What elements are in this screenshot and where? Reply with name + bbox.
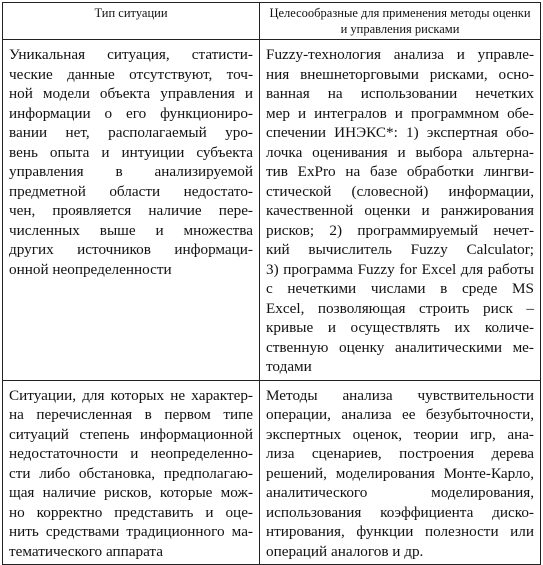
table-header-row xyxy=(3,3,541,40)
text-line: Fuzzy-технология анализа и управле- xyxy=(266,46,534,63)
text-line: Уникальная ситуация, статисти- xyxy=(9,46,253,63)
text-line: щая наличие рисков, которые мож- xyxy=(9,484,253,501)
situation-cell xyxy=(3,380,260,565)
text-line: мер и интегралов и программном обе- xyxy=(266,104,534,122)
text-line: качественной оценки и ранжирования xyxy=(266,202,534,219)
text-line: ванная на использовании нечетких xyxy=(266,85,534,102)
text-line: стической (словесной) информации, xyxy=(266,182,534,200)
text-line: чен, проявляется наличие пере- xyxy=(9,202,253,219)
text-line: тематического аппарата xyxy=(9,542,163,560)
table-row xyxy=(3,380,541,565)
text-line: операции, анализа ее безубыточности, xyxy=(266,406,534,423)
header-situation-type xyxy=(3,3,260,40)
text-line: онной неопределенности xyxy=(9,260,172,278)
text-line: кий вычислитель Fuzzy Calculator; xyxy=(266,241,534,258)
text-line: нтирования, функции полезности или xyxy=(266,523,534,540)
situation-cell xyxy=(3,40,260,381)
text-line: кривые и осуществлять их количе- xyxy=(266,319,534,336)
text-line: Excel, позволяющая строить риск – xyxy=(266,299,534,317)
text-line: тив ExPro на базе обработки лингви- xyxy=(266,163,534,180)
text-line: вании нет, располагаемый уро- xyxy=(9,124,253,141)
text-line: вень опыта и интуиции субъекта xyxy=(9,143,253,161)
text-line: операций аналогов и др. xyxy=(266,542,424,560)
text-line: недостаточности и неопределенно- xyxy=(9,445,253,462)
text-line: ческие данные отсутствуют, точ- xyxy=(9,65,253,83)
text-line: других источников информаци- xyxy=(9,241,253,258)
text-line: но корректно представить и оце- xyxy=(9,503,253,521)
text-line: ной модели объекта управления и xyxy=(9,85,253,102)
table-row xyxy=(3,40,541,381)
header-situation-type-text: Тип ситуации xyxy=(94,6,168,20)
text-line: с нечеткими числами в среде MS xyxy=(266,280,534,297)
text-line: нить средствами традиционного ма- xyxy=(9,523,253,540)
text-line: Ситуации, для которых не характер- xyxy=(9,386,253,404)
text-line: экспертных оценок, теории игр, ана- xyxy=(266,425,534,443)
text-line: численных выше и множества xyxy=(9,221,253,239)
text-line: рисков; 2) программируемый нечет- xyxy=(266,221,534,239)
methods-cell xyxy=(260,380,541,565)
text-line: ственную оценку аналитическими ме- xyxy=(266,338,534,356)
text-line: решений, моделирования Монте-Карло, xyxy=(266,464,534,482)
text-line: лочка оценивания и выбора альтерна- xyxy=(266,143,534,161)
text-line: ния внешнеторговыми рисками, осно- xyxy=(266,65,534,83)
header-methods-text: Целесообразные для применения методы оценки и управления рисками xyxy=(269,6,531,36)
text-line: лиза сценариев, построения дерева xyxy=(266,445,534,462)
text-line: 3) программа Fuzzy for Excel для работы xyxy=(266,260,534,278)
text-line: предметной области недостато- xyxy=(9,182,253,200)
risk-methods-table xyxy=(2,2,541,565)
text-line: использования коэффициента диско- xyxy=(266,503,534,521)
header-methods xyxy=(260,3,541,40)
text-line: аналитического моделирования, xyxy=(266,484,534,501)
methods-cell xyxy=(260,40,541,381)
text-line: управления в анализируемой xyxy=(9,163,253,180)
text-line: информации о его функциониро- xyxy=(9,104,253,122)
text-line: спечении ИНЭКС*: 1) экспертная обо- xyxy=(266,124,534,141)
text-line: ситуаций степень информационной xyxy=(9,425,253,443)
text-line: тодами xyxy=(266,358,312,375)
text-line: Методы анализа чувствительности xyxy=(266,386,534,404)
text-line: на перечисленная в первом типе xyxy=(9,406,253,423)
text-line: сти либо обстановка, предполагаю- xyxy=(9,464,253,482)
